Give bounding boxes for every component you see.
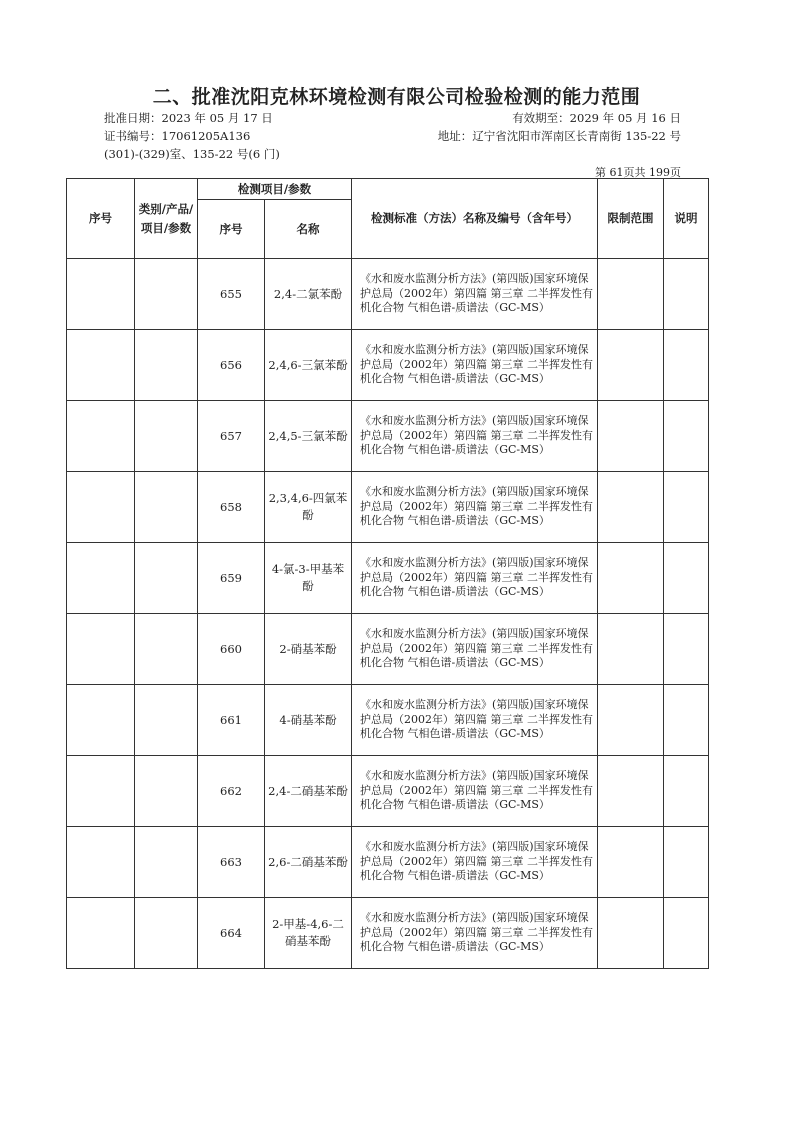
- limit-cell: [598, 685, 664, 756]
- row-seq-cell: [67, 472, 135, 543]
- header-note: 说明: [664, 179, 709, 259]
- header-limit: 限制范围: [598, 179, 664, 259]
- note-cell: [664, 756, 709, 827]
- standard-cell: 《水和废水监测分析方法》(第四版)国家环境保护总局（2002年）第四篇 第三章 二半挥发性有机化合物 气相色谱-质谱法（GC-MS）: [352, 756, 598, 827]
- standard-cell: 《水和废水监测分析方法》(第四版)国家环境保护总局（2002年）第四篇 第三章 二半挥发性有机化合物 气相色谱-质谱法（GC-MS）: [352, 401, 598, 472]
- row-category-cell: [135, 898, 198, 969]
- header-standard: 检测标准（方法）名称及编号（含年号）: [352, 179, 598, 259]
- limit-cell: [598, 330, 664, 401]
- table-row: [67, 827, 709, 898]
- limit-cell: [598, 472, 664, 543]
- page-title: 二、批准沈阳克林环境检测有限公司检验检测的能力范围: [152, 86, 641, 108]
- item-seq-cell: 656: [198, 330, 265, 401]
- header-seq: 序号: [67, 179, 135, 259]
- row-seq-cell: [67, 756, 135, 827]
- item-name-cell: 2,4-二硝基苯酚: [265, 756, 352, 827]
- row-seq-cell: [67, 401, 135, 472]
- limit-cell: [598, 756, 664, 827]
- limit-cell: [598, 614, 664, 685]
- row-category-cell: [135, 827, 198, 898]
- item-name-cell: 2,4,6-三氯苯酚: [265, 330, 352, 401]
- item-seq-cell: 661: [198, 685, 265, 756]
- row-category-cell: [135, 472, 198, 543]
- item-name-cell: 2,3,4,6-四氯苯酚: [265, 472, 352, 543]
- standard-cell: 《水和废水监测分析方法》(第四版)国家环境保护总局（2002年）第四篇 第三章 二半挥发性有机化合物 气相色谱-质谱法（GC-MS）: [352, 330, 598, 401]
- row-seq-cell: [67, 685, 135, 756]
- table-row: [67, 543, 709, 614]
- row-seq-cell: [67, 330, 135, 401]
- item-seq-cell: 658: [198, 472, 265, 543]
- table-row: [67, 685, 709, 756]
- item-name-cell: 2-甲基-4,6-二硝基苯酚: [265, 898, 352, 969]
- page-info: 第 61页共 199页: [595, 166, 681, 179]
- note-cell: [664, 898, 709, 969]
- row-category-cell: [135, 401, 198, 472]
- item-name-cell: 4-硝基苯酚: [265, 685, 352, 756]
- table-row: [67, 401, 709, 472]
- standard-cell: 《水和废水监测分析方法》(第四版)国家环境保护总局（2002年）第四篇 第三章 二半挥发性有机化合物 气相色谱-质谱法（GC-MS）: [352, 827, 598, 898]
- item-seq-cell: 663: [198, 827, 265, 898]
- standard-cell: 《水和废水监测分析方法》(第四版)国家环境保护总局（2002年）第四篇 第三章 二半挥发性有机化合物 气相色谱-质谱法（GC-MS）: [352, 259, 598, 330]
- row-category-cell: [135, 330, 198, 401]
- item-seq-cell: 659: [198, 543, 265, 614]
- row-category-cell: [135, 259, 198, 330]
- address: 地址：辽宁省沈阳市浑南区长青南街 135-22 号: [437, 129, 681, 143]
- standard-cell: 《水和废水监测分析方法》(第四版)国家环境保护总局（2002年）第四篇 第三章 二半挥发性有机化合物 气相色谱-质谱法（GC-MS）: [352, 543, 598, 614]
- item-seq-cell: 657: [198, 401, 265, 472]
- standard-cell: 《水和废水监测分析方法》(第四版)国家环境保护总局（2002年）第四篇 第三章 二半挥发性有机化合物 气相色谱-质谱法（GC-MS）: [352, 614, 598, 685]
- row-seq-cell: [67, 827, 135, 898]
- row-seq-cell: [67, 543, 135, 614]
- limit-cell: [598, 898, 664, 969]
- note-cell: [664, 259, 709, 330]
- item-seq-cell: 662: [198, 756, 265, 827]
- certificate-number: 证书编号：17061205A136: [104, 129, 251, 143]
- table-row: [67, 756, 709, 827]
- standard-cell: 《水和废水监测分析方法》(第四版)国家环境保护总局（2002年）第四篇 第三章 二半挥发性有机化合物 气相色谱-质谱法（GC-MS）: [352, 685, 598, 756]
- row-category-cell: [135, 614, 198, 685]
- limit-cell: [598, 259, 664, 330]
- note-cell: [664, 472, 709, 543]
- note-cell: [664, 401, 709, 472]
- table-row: [67, 259, 709, 330]
- row-category-cell: [135, 685, 198, 756]
- standard-cell: 《水和废水监测分析方法》(第四版)国家环境保护总局（2002年）第四篇 第三章 二半挥发性有机化合物 气相色谱-质谱法（GC-MS）: [352, 472, 598, 543]
- capability-table: [66, 178, 709, 969]
- note-cell: [664, 614, 709, 685]
- row-category-cell: [135, 756, 198, 827]
- room-info: (301)-(329)室、135-22 号(6 门): [104, 147, 280, 161]
- table-row: [67, 898, 709, 969]
- row-seq-cell: [67, 898, 135, 969]
- item-name-cell: 2,6-二硝基苯酚: [265, 827, 352, 898]
- note-cell: [664, 330, 709, 401]
- item-seq-cell: 655: [198, 259, 265, 330]
- item-seq-cell: 660: [198, 614, 265, 685]
- limit-cell: [598, 543, 664, 614]
- note-cell: [664, 827, 709, 898]
- item-name-cell: 2,4-二氯苯酚: [265, 259, 352, 330]
- note-cell: [664, 543, 709, 614]
- item-seq-cell: 664: [198, 898, 265, 969]
- standard-cell: 《水和废水监测分析方法》(第四版)国家环境保护总局（2002年）第四篇 第三章 二半挥发性有机化合物 气相色谱-质谱法（GC-MS）: [352, 898, 598, 969]
- item-name-cell: 2,4,5-三氯苯酚: [265, 401, 352, 472]
- header-item-seq: 序号: [198, 200, 265, 259]
- table-row: [67, 614, 709, 685]
- approval-date: 批准日期：2023 年 05 月 17 日: [104, 111, 273, 125]
- row-seq-cell: [67, 259, 135, 330]
- header-item-name: 名称: [265, 200, 352, 259]
- header-category: 类别/产品/项目/参数: [135, 179, 198, 259]
- header-item-group: 检测项目/参数: [198, 179, 352, 200]
- valid-until: 有效期至：2029 年 05 月 16 日: [512, 111, 681, 125]
- row-category-cell: [135, 543, 198, 614]
- table-row: [67, 472, 709, 543]
- table-row: [67, 330, 709, 401]
- note-cell: [664, 685, 709, 756]
- item-name-cell: 4-氯-3-甲基苯酚: [265, 543, 352, 614]
- row-seq-cell: [67, 614, 135, 685]
- limit-cell: [598, 827, 664, 898]
- limit-cell: [598, 401, 664, 472]
- item-name-cell: 2-硝基苯酚: [265, 614, 352, 685]
